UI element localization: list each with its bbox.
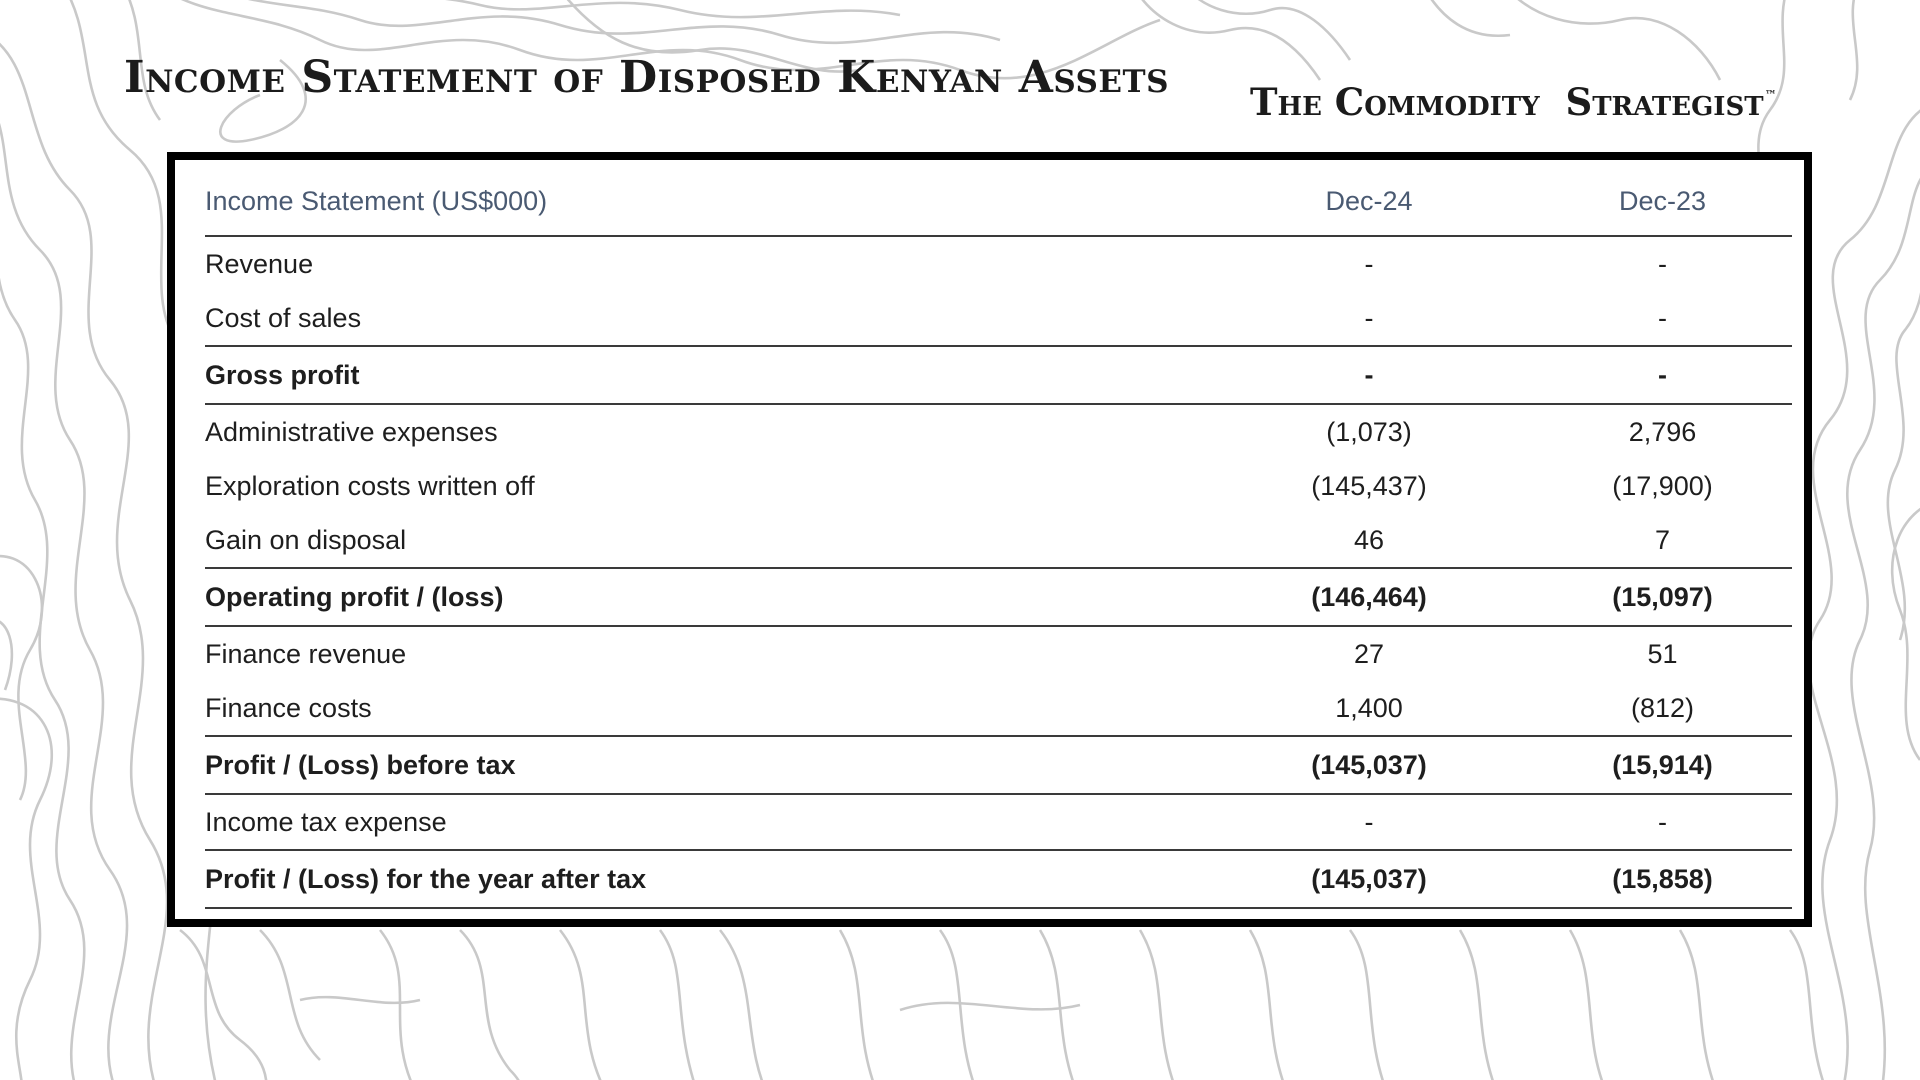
row-label: Profit / (Loss) before tax [205, 736, 1205, 794]
row-label: Gain on disposal [205, 513, 1205, 568]
income-statement-table [205, 168, 1792, 909]
row-label: Finance revenue [205, 638, 407, 669]
row-label: Income tax expense [205, 794, 1205, 850]
row-label: Administrative expenses [205, 416, 498, 447]
row-label: Revenue [205, 248, 314, 279]
row-value-dec24: (145,037) [1205, 850, 1533, 908]
table-row-finance-costs [205, 681, 1792, 736]
table-row-exploration-costs [205, 459, 1792, 513]
row-label: Cost of sales [205, 291, 1205, 346]
row-label: Finance costs [205, 681, 1205, 736]
row-value-dec24: (145,037) [1205, 736, 1533, 794]
row-value-dec24: 27 [1353, 638, 1385, 669]
row-value-dec24: - [1364, 248, 1374, 279]
row-value-dec24: (146,464) [1205, 568, 1533, 626]
table-row-gross-profit [205, 346, 1792, 404]
row-label: Gross profit [205, 346, 1205, 404]
row-value-dec23: 2,796 [1628, 416, 1697, 447]
row-value-dec23: (15,914) [1533, 736, 1792, 794]
row-value-dec24: - [1205, 346, 1533, 404]
table-header-row [205, 168, 1792, 236]
table-row-gain-on-disposal [205, 513, 1792, 568]
brand-logo [1250, 80, 1777, 124]
row-value-dec24: 1,400 [1205, 681, 1533, 736]
table-row-profit-after-tax [205, 850, 1792, 908]
row-value-dec23: - [1533, 794, 1792, 850]
row-value-dec24: (145,437) [1311, 470, 1427, 501]
row-label: Operating profit / (loss) [205, 568, 1205, 626]
row-label: Exploration costs written off [205, 470, 535, 501]
row-value-dec23: (15,858) [1533, 850, 1792, 908]
brand-name: The Commodity Strategist [1250, 80, 1764, 124]
row-value-dec23: 51 [1647, 638, 1678, 669]
row-label: Profit / (Loss) for the year after tax [205, 850, 1205, 908]
table-row-operating-profit [205, 568, 1792, 626]
row-value-dec24: 46 [1205, 513, 1533, 568]
table-row-income-tax-expense [205, 794, 1792, 850]
row-value-dec23: - [1533, 291, 1792, 346]
page-title: Income Statement of Disposed Kenyan Assets [124, 52, 1170, 103]
statement-header-label: Income Statement (US$000) [205, 168, 1205, 236]
row-value-dec23: (15,097) [1533, 568, 1792, 626]
table-row-cost-of-sales [205, 291, 1792, 346]
row-value-dec23: 7 [1533, 513, 1792, 568]
table-row-profit-before-tax [205, 736, 1792, 794]
row-value-dec24: (1,073) [1326, 416, 1412, 447]
table-row-administrative-expenses [205, 404, 1792, 459]
row-value-dec23: - [1658, 248, 1667, 279]
income-statement-frame [167, 152, 1812, 927]
period-header-dec24: Dec-24 [1205, 168, 1533, 236]
row-value-dec24: - [1205, 291, 1533, 346]
trademark-symbol: ™ [1764, 88, 1777, 102]
table-row-revenue [205, 236, 1792, 291]
period-header-dec23: Dec-23 [1533, 168, 1792, 236]
row-value-dec24: - [1205, 794, 1533, 850]
row-value-dec23: - [1533, 346, 1792, 404]
row-value-dec23: (812) [1533, 681, 1792, 736]
row-value-dec23: (17,900) [1612, 470, 1713, 501]
table-row-finance-revenue [205, 626, 1792, 681]
